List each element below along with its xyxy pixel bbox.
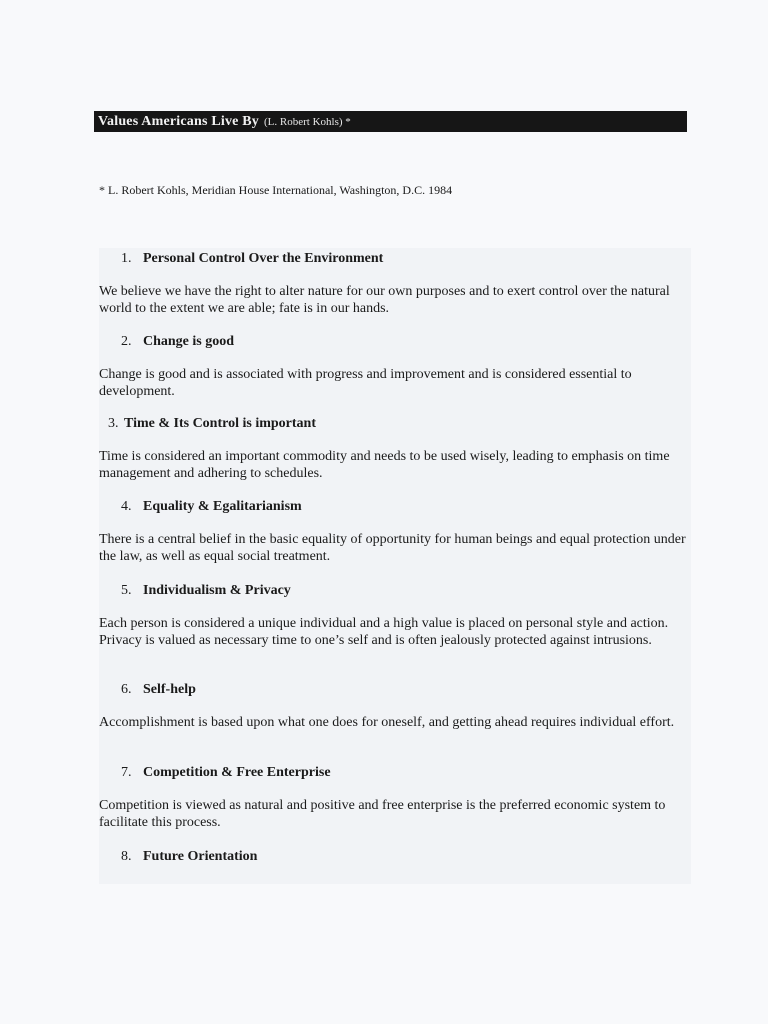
section-number: 5. — [121, 583, 132, 598]
list-item — [99, 764, 689, 831]
section-title: Equality & Egalitarianism — [143, 499, 302, 514]
section-heading — [99, 582, 689, 600]
list-item — [99, 415, 689, 482]
section-number: 1. — [121, 251, 132, 266]
section-body: Time is considered an important commodity and needs to be used wisely, leading to emphasis on time management and adhering to schedules. — [99, 449, 670, 481]
section-body: Each person is considered a unique individual and a high value is placed on personal style and action. Privacy is valued as necessary time to one’s self and is often jealously protected against intrusions. — [99, 616, 669, 648]
section-heading — [99, 681, 689, 699]
section-number: 8. — [121, 849, 132, 864]
section-heading — [99, 333, 689, 351]
section-number: 4. — [121, 499, 132, 514]
section-number: 6. — [121, 682, 132, 697]
section-title: Change is good — [143, 334, 235, 349]
section-number: 3. — [108, 416, 119, 431]
title-attribution: (L. Robert Kohls) * — [264, 115, 351, 128]
section-heading — [99, 764, 689, 782]
list-item — [99, 848, 257, 866]
section-title: Time & Its Control is important — [124, 416, 316, 431]
document-title: Values Americans Live By — [98, 113, 260, 129]
values-list — [99, 248, 691, 884]
section-number: 2. — [121, 334, 132, 349]
section-title: Future Orientation — [143, 849, 258, 864]
section-heading — [99, 415, 689, 433]
section-title: Personal Control Over the Environment — [143, 251, 384, 266]
list-item — [99, 250, 689, 317]
section-heading — [99, 498, 689, 516]
section-number: 7. — [121, 765, 132, 780]
section-body: Change is good and is associated with progress and improvement and is considered essential to development. — [99, 367, 632, 399]
title-bar — [94, 111, 687, 132]
section-title: Competition & Free Enterprise — [143, 765, 331, 780]
section-body: We believe we have the right to alter nature for our own purposes and to exert control over the natural world to the extent we are able; fate is in our hands. — [99, 284, 670, 316]
section-body: There is a central belief in the basic equality of opportunity for human beings and equal protection under the law, as well as equal social treatment. — [99, 532, 686, 564]
section-body: Accomplishment is based upon what one does for oneself, and getting ahead requires individual effort. — [99, 715, 675, 730]
section-heading — [99, 250, 689, 268]
list-item — [99, 582, 689, 649]
list-item — [99, 333, 689, 400]
section-body: Competition is viewed as natural and positive and free enterprise is the preferred economic system to facilitate this process. — [99, 798, 666, 830]
section-title: Self-help — [143, 682, 196, 697]
list-item — [99, 498, 689, 565]
footnote: * L. Robert Kohls, Meridian House International, Washington, D.C. 1984 — [99, 183, 453, 197]
section-title: Individualism & Privacy — [143, 583, 291, 598]
section-heading — [99, 848, 257, 866]
list-item — [99, 681, 689, 731]
